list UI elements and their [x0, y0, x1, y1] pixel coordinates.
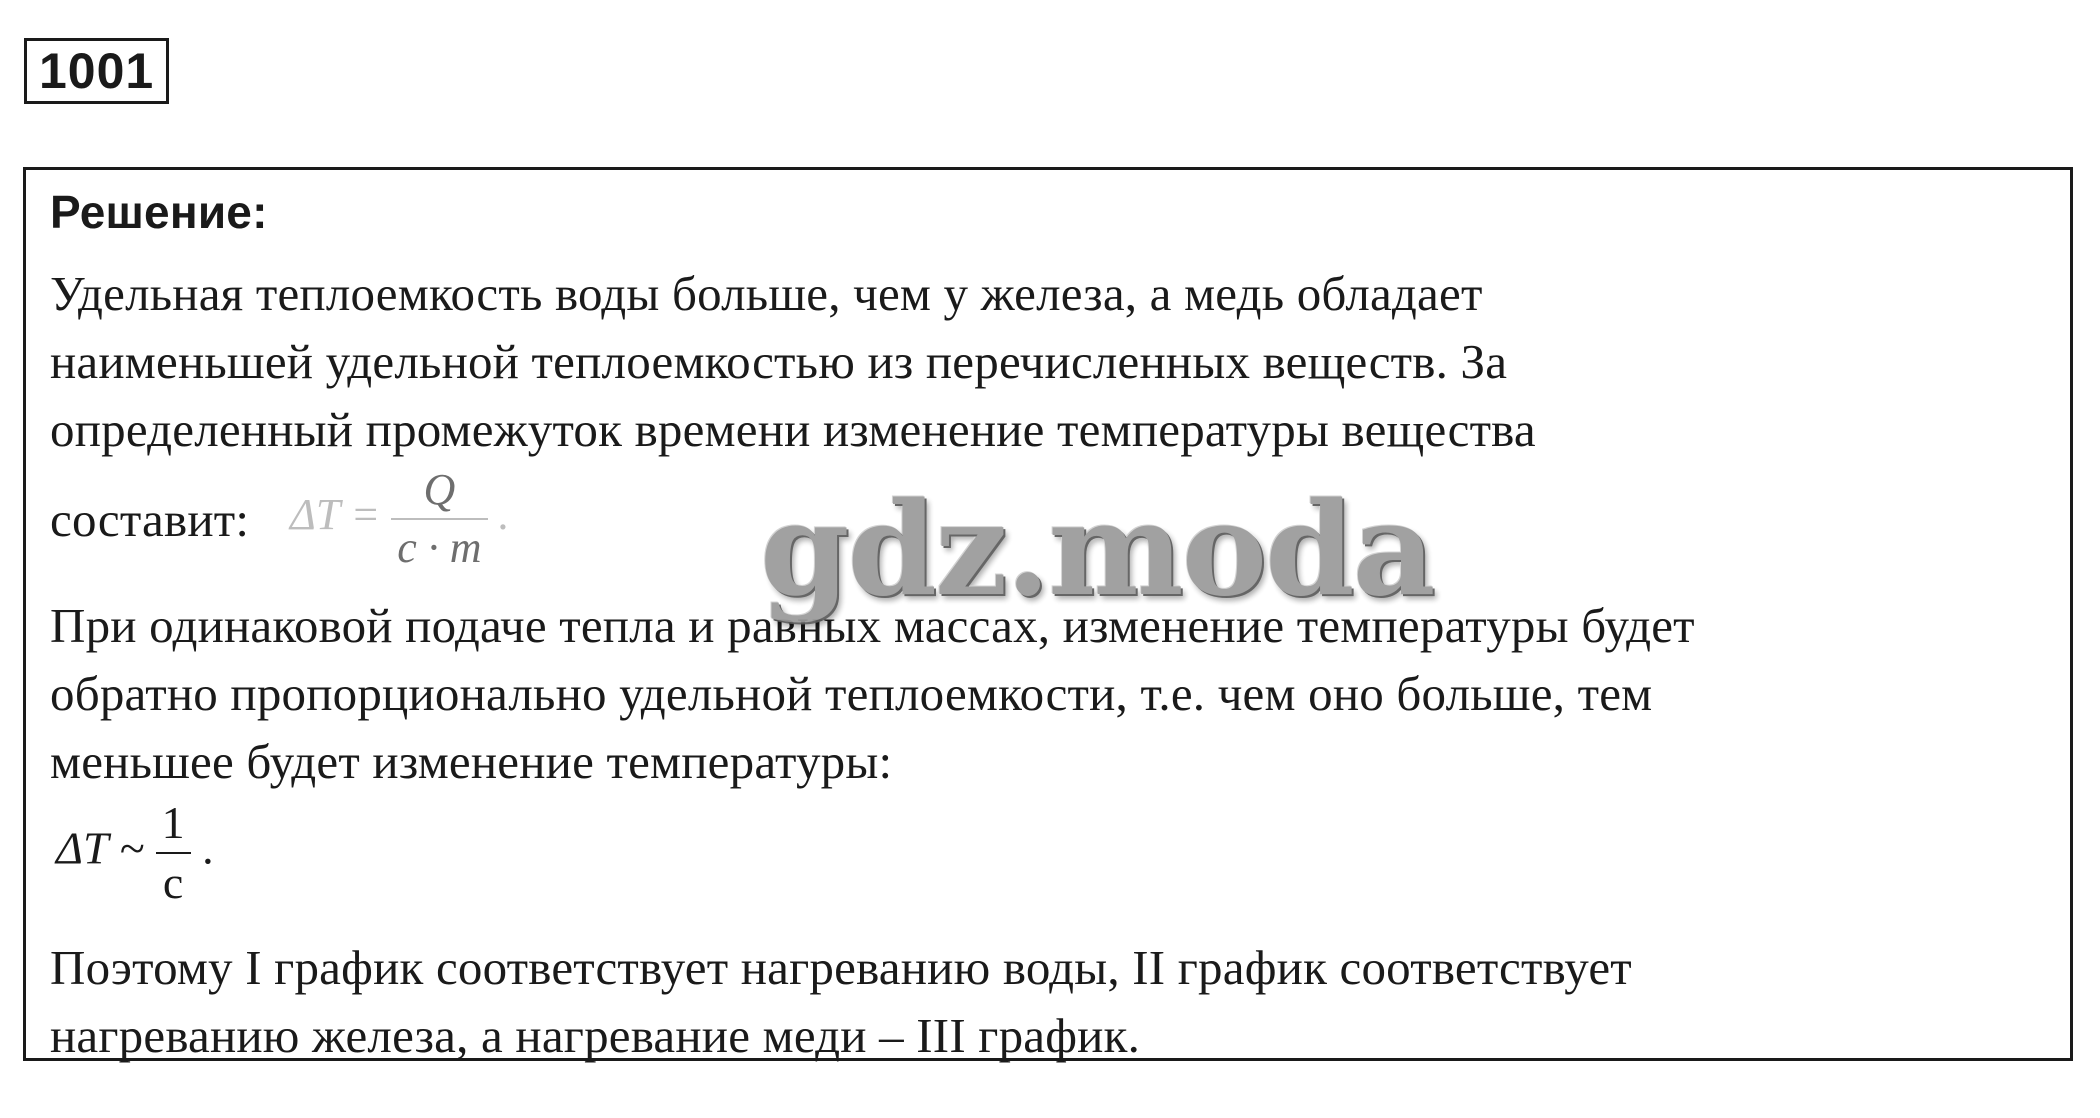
solution-line-6: обратно пропорционально удельной теплоемкости, т.е. чем оно больше, тем [50, 666, 1653, 721]
solution-line-4: составит: [50, 492, 250, 547]
solution-heading: Решение: [50, 186, 268, 238]
formula-q-fraction [391, 465, 487, 572]
problem-number: 1001 [24, 38, 169, 104]
solution-line-7: меньшее будет изменение температуры: [50, 734, 893, 789]
formula-dt-fraction [156, 797, 191, 908]
formula-dt-numerator: 1 [161, 797, 185, 848]
formula-q-tail: . [498, 490, 510, 540]
formula-delta-t-q [290, 465, 510, 572]
formula-q-lhs: ΔT = [290, 490, 381, 540]
formula-delta-t-proportional [56, 797, 214, 908]
formula-q-numerator: Q [423, 465, 456, 514]
formula-q-denominator: c · m [397, 523, 482, 572]
solution-line-3: определенный промежуток времени изменение температуры вещества [50, 402, 1536, 457]
solution-line-5: При одинаковой подаче тепла и равных массах, изменение температуры будет [50, 598, 1695, 653]
solution-line-9: нагреванию железа, а нагревание меди – III график. [50, 1008, 1141, 1063]
watermark-logo: gdz.moda [760, 475, 1434, 625]
solution-line-1: Удельная теплоемкость воды больше, чем у железа, а медь обладает [50, 266, 1483, 321]
formula-dt-tail: . [202, 822, 214, 874]
formula-dt-lhs: ΔT ~ [56, 822, 145, 874]
solution-line-8: Поэтому I график соответствует нагреванию воды, II график соответствует [50, 940, 1632, 995]
formula-dt-denominator: c [162, 857, 184, 908]
solution-line-2: наименьшей удельной теплоемкостью из перечисленных веществ. За [50, 334, 1508, 389]
